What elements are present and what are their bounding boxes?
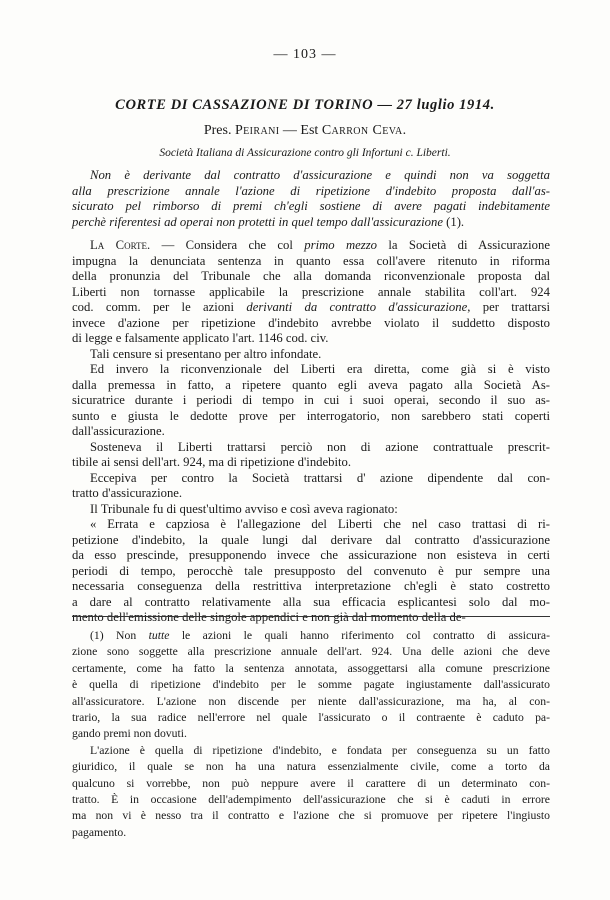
body-line-text: dalla premessa in fatto, a ripetere quanto egli aveva pagato alla Società As- [72, 377, 550, 392]
body-line-text: Sosteneva il Liberti trattarsi perciò non di azione contrattuale prescrit- [90, 439, 550, 454]
body-line-text: sicuratrice durante i periodi di tempo in cui i suoi operai, secondo il suo as- [72, 393, 550, 407]
byline-end: . [402, 123, 407, 138]
footnote-line [72, 792, 550, 808]
body-line-text: cod. comm. per le azioni [72, 300, 247, 314]
footnote-line-text: tratto. È in occasione dell'adempimento dell'assicurazione che si è caduti in errore [72, 792, 550, 806]
footnote-line-text: pagamento. [72, 825, 127, 839]
footnote-line-text: giuridico, il quale se non ha una natura essenzialmente civile, come a torto da [72, 760, 550, 774]
page-number: — 103 — [273, 47, 337, 62]
summary-line-text: sicurato pel rimborso di premi ch'egli sostiene di avere pagati indebitamente [72, 199, 550, 213]
body-line [72, 424, 550, 440]
footnote-line [72, 808, 550, 824]
body-line [72, 548, 550, 564]
footnote-line [72, 677, 550, 693]
body-line-text: Il Tribunale fu di quest'ultimo avviso e così aveva ragionato: [90, 501, 398, 516]
body-line-text: impugna la denunciata sentenza in quanto essa coll'avere ritenuto in riforma [72, 253, 550, 268]
body-line [72, 362, 550, 378]
body-line [72, 378, 550, 394]
body-line-text: necessaria conseguenza della restrittiva interpretazione ch'egli è stato costretto [72, 579, 550, 593]
summary-line-text: e quindi non va soggetta [385, 168, 551, 182]
summary-line [72, 184, 550, 200]
footnote-line-text: L'azione è quella di ripetizione d'indebito, e fondata per conseguenza su un fatto [90, 743, 550, 757]
body-line [72, 331, 550, 347]
body-line [72, 254, 550, 270]
footnote-line [72, 776, 550, 792]
body-line-text: petizione d'indebito, la quale lungi dal derivare dal contratto d'assicurazione [72, 532, 550, 547]
footnote-line [72, 628, 550, 644]
body-line [72, 502, 550, 518]
footnote-line-text: tutte [148, 629, 170, 642]
footnote-line [72, 710, 550, 726]
body-line [72, 564, 550, 580]
summary-line [72, 215, 550, 231]
body-line [72, 610, 550, 626]
body-line-text: Tali censure si presentano per altro infondate. [90, 346, 322, 361]
body-line-text: La Corte. — Considera che col [90, 238, 305, 252]
summary-line-text: perchè riferentesi ad operai non protetti in quel tempo dall'assicurazione [72, 214, 447, 229]
byline-separator: — Est [282, 123, 319, 138]
body-line [72, 269, 550, 285]
summary-line-text: Non è derivante dal contratto d'assicurazione [90, 168, 386, 182]
body-line [72, 471, 550, 487]
body-line-text: dall'assicurazione. [72, 424, 165, 438]
footnote-line-text: certamente, come ha fatto la sentenza annotata, assoggettarsi alla comune prescrizione [72, 661, 550, 675]
body-line [72, 300, 550, 316]
footnote-line [72, 743, 550, 759]
body-line-text: Ed invero la riconvenzionale del Liberti era diretta, come già si è visto [90, 362, 550, 376]
body-line [72, 238, 550, 254]
body-line-text: sunto e giusta le dedotte prove per interrogatorio, non sarebbero stati coperti [72, 408, 550, 423]
footnote-line [72, 726, 550, 742]
body-line [72, 595, 550, 611]
body-line [72, 517, 550, 533]
body-line [72, 393, 550, 409]
body-line [72, 486, 550, 502]
body-line-text: periodi di tempo, perocchè tale presupposto del convenuto è pur sempre una [72, 563, 550, 578]
body-line-text: Eccepiva per contro la Società trattarsi d' azione dipendente dal con- [90, 470, 550, 485]
body-line [72, 347, 550, 363]
body-line [72, 533, 550, 549]
footnote [72, 628, 550, 841]
summary-line-text: alla prescrizione annale l'azione di ripetizione d'indebito proposta dall'as- [72, 183, 550, 198]
footnote-line [72, 694, 550, 710]
body-line-text: tratto d'assicurazione. [72, 486, 183, 500]
body-line [72, 285, 550, 301]
body-line-text: primo mezzo [304, 238, 377, 252]
body-line [72, 409, 550, 425]
summary-line [72, 199, 550, 215]
footnote-line-text: trario, la sua radice nell'errore nel quale l'assicurato o il contraente è caduto pa- [72, 710, 550, 724]
case-parties: Società Italiana di Assicurazione contro gli Infortuni c. Liberti. [159, 147, 451, 159]
summary-line-text: (1). [446, 214, 465, 229]
case-summary [72, 168, 550, 230]
footnote-line-text: è quella di ripetizione d'indebito per le somme pagate ingiustamente dall'assicurato [72, 678, 550, 692]
footnote-line-text: (1) Non [90, 629, 149, 642]
body-line [72, 440, 550, 456]
body-line-text: a dare al contratto relativamente alla sua efficacia esplicantesi solo dal mo- [72, 594, 550, 609]
court-byline [0, 123, 610, 139]
president-name: Peirani [234, 123, 280, 138]
footnote-line-text: qualcuno si vorrebbe, non può neppure avere il carattere di un determinato con- [72, 776, 550, 790]
footnote-line-text: le azioni le quali hanno riferimento col contratto di assicura- [169, 629, 550, 642]
president-label: Pres. [203, 123, 232, 138]
decision-body [72, 238, 550, 626]
body-line [72, 579, 550, 595]
footnote-line [72, 661, 550, 677]
body-line-text: Liberti non tornasse applicabile la prescrizione annale stabilita coll'art. 924 [72, 284, 550, 299]
body-line-text: di legge e falsamente applicato l'art. 1146 cod. civ. [72, 331, 329, 345]
footnote-line [72, 644, 550, 660]
body-line [72, 316, 550, 332]
body-line-text: , per trattarsi [467, 300, 550, 314]
body-line-text: la Società di Assicurazione [377, 238, 551, 252]
footnote-divider [72, 616, 550, 617]
rapporteur-name: Carron Ceva [321, 123, 403, 138]
footnote-line [72, 825, 550, 841]
footnote-line-text: all'assicuratore. L'azione non discende per niente dall'assicurazione, ma ha, al con- [72, 694, 550, 708]
decision-title: CORTE DI CASSAZIONE DI TORINO — 27 luglio 1914. [115, 97, 495, 113]
body-line-text: « Errata e capziosa è l'allegazione del Liberti che nel caso trattasi di ri- [90, 517, 550, 531]
body-line-text: della pronunzia del Tribunale che alla domanda riconvenzionale proposta dal [72, 269, 550, 283]
footnote-line [72, 759, 550, 775]
footnote-line-text: gando premi non dovuti. [72, 727, 187, 741]
body-line-text: mento dell'emissione delle singole appendici e non già dal momento della de- [72, 610, 466, 624]
summary-line [72, 168, 550, 184]
body-line-text: derivanti da contratto d'assicurazione [246, 300, 468, 314]
body-line-text: tibile ai sensi dell'art. 924, ma di ripetizione d'indebito. [72, 455, 352, 469]
body-line-text: da esso prescinde, presupponendo invece che assicurazione non esisteva in certi [72, 548, 550, 562]
body-line-text: invece d'azione per ripetizione d'indebito avrebbe violato il suddetto disposto [72, 315, 550, 330]
footnote-line-text: zione sono soggette alla prescrizione annuale dell'art. 924. Una delle azioni che deve [72, 645, 550, 659]
footnote-line-text: ma non vi è nesso tra il contratto e l'azione che si promuove per ripetere l'ingiusto [72, 809, 550, 823]
body-line [72, 455, 550, 471]
